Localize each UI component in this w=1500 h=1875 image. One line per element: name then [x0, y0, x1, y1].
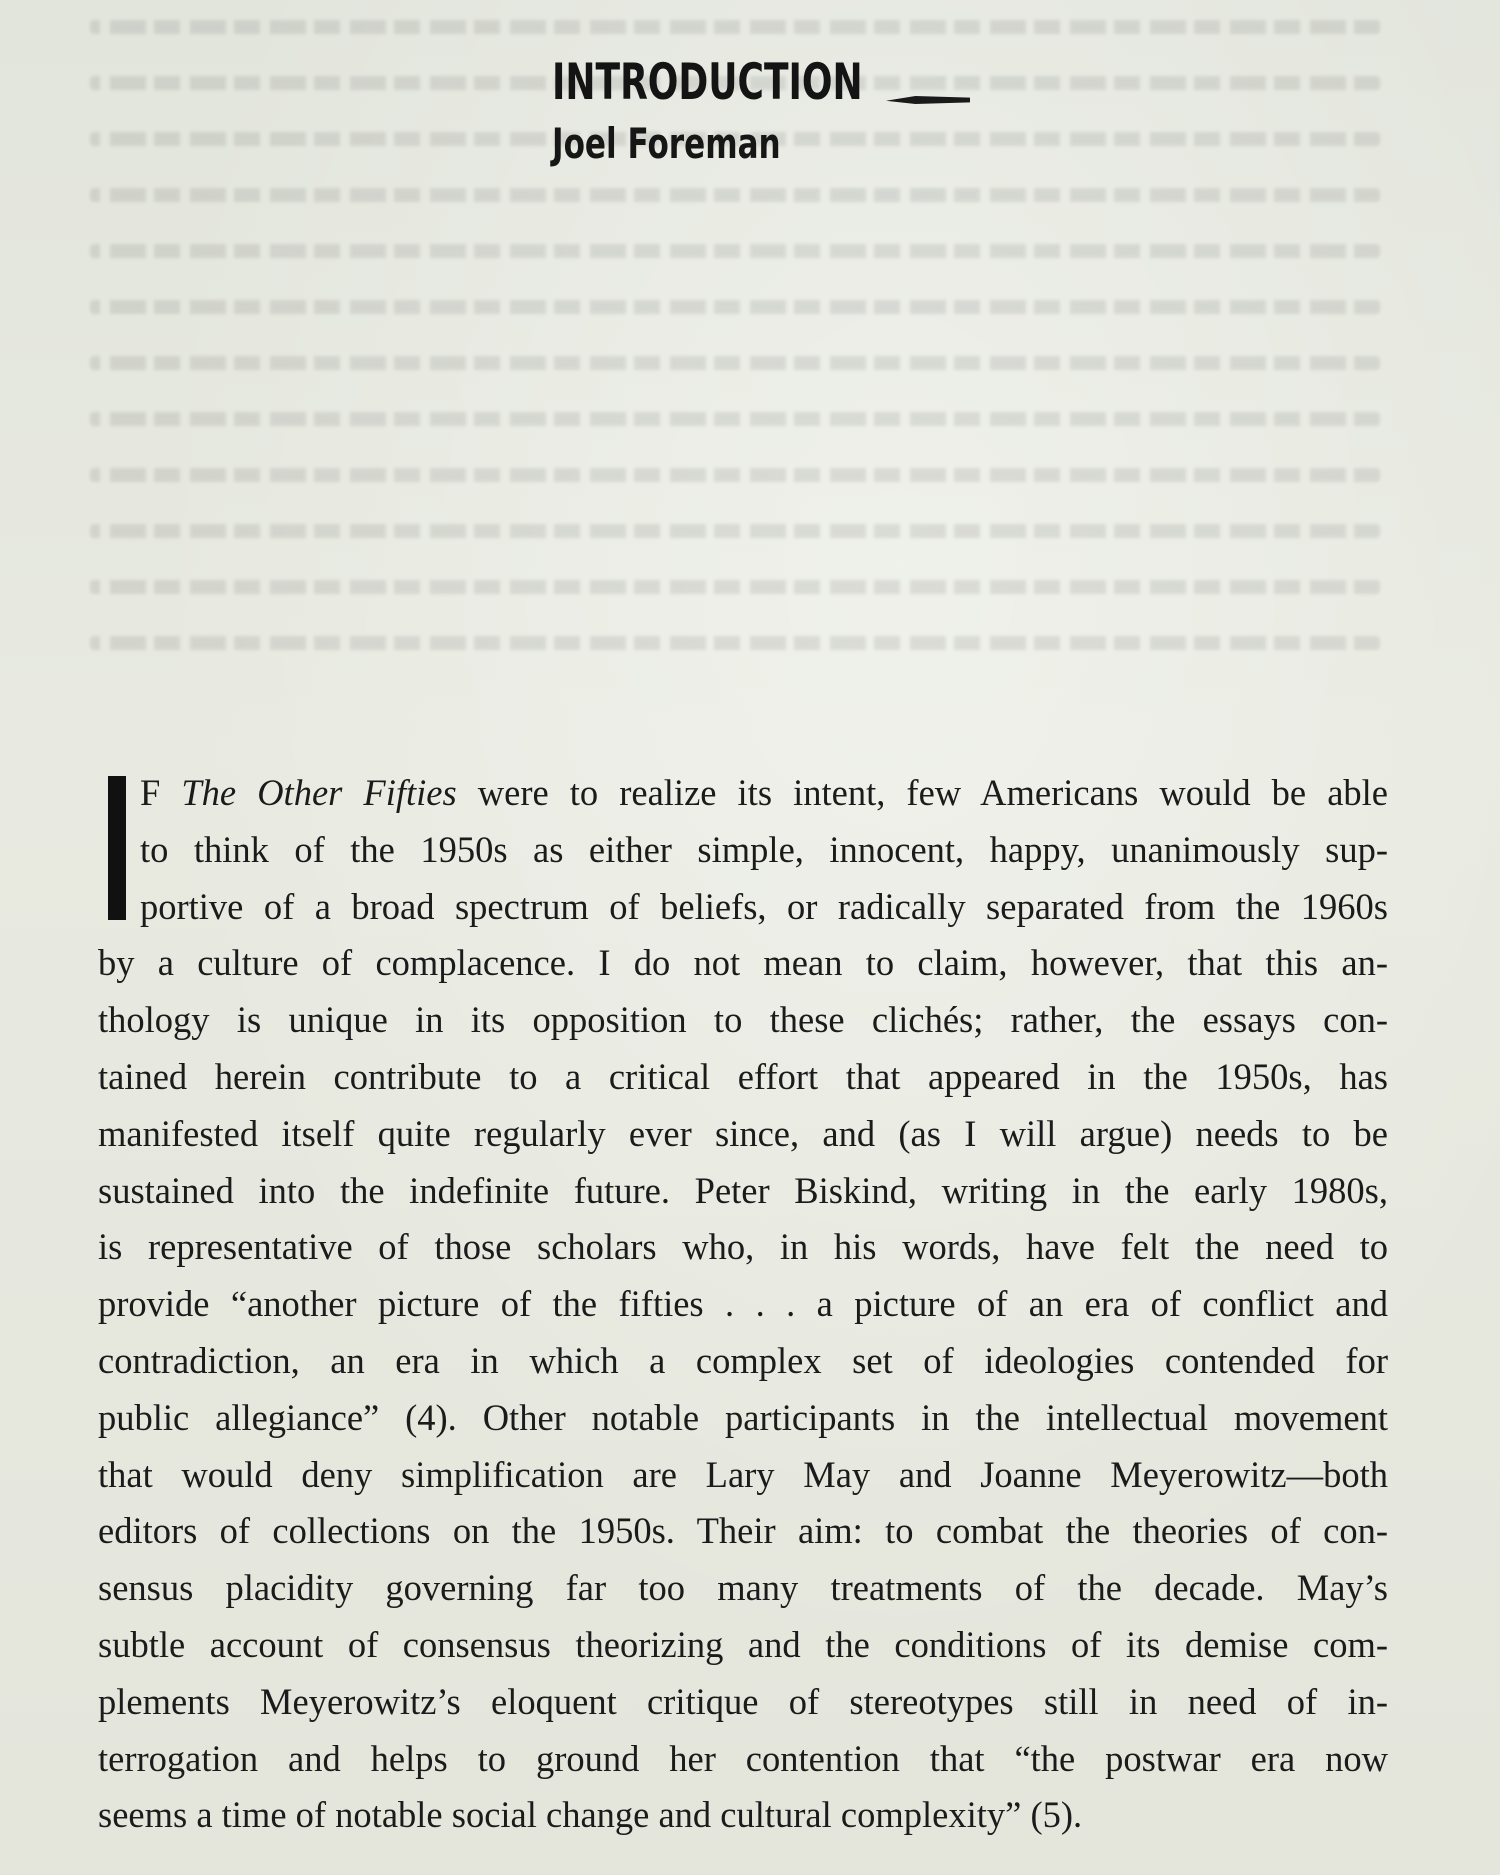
text-line: plements Meyerowitz’s eloquent critique of stereotypes still in need of in-: [98, 1680, 1388, 1722]
text-line: that would deny simplification are Lary May and Joanne Meyerowitz—both: [98, 1453, 1388, 1495]
text-line: portive of a broad spectrum of beliefs, or radically separated from the 1960s: [140, 885, 1388, 927]
text-line: public allegiance” (4). Other notable participants in the intellectual movement: [98, 1396, 1388, 1438]
body-paragraph: [98, 765, 1388, 1844]
text-line: manifested itself quite regularly ever since, and (as I will argue) needs to be: [98, 1112, 1388, 1154]
text-line: subtle account of consensus theorizing and the conditions of its demise com-: [98, 1623, 1388, 1665]
text-line: editors of collections on the 1950s. Their aim: to combat the theories of con-: [98, 1510, 1388, 1552]
text-line: contradiction, an era in which a complex set of ideologies contended for: [98, 1339, 1388, 1381]
text-line: provide “another picture of the fifties . . . a picture of an era of conflict and: [98, 1283, 1388, 1325]
chapter-title: INTRODUCTION: [552, 53, 863, 111]
text-line: seems a time of notable social change and cultural complexity” (5).: [98, 1794, 1083, 1836]
text-line: is representative of those scholars who, in his words, have felt the need to: [98, 1226, 1388, 1268]
text-line: thology is unique in its opposition to these clichés; rather, the essays con-: [98, 999, 1388, 1041]
text-line: tained herein contribute to a critical effort that appeared in the 1950s, has: [98, 1055, 1388, 1097]
text-line: terrogation and helps to ground her contention that “the postwar era now: [98, 1737, 1388, 1779]
author-name: Joel Foreman: [552, 119, 781, 168]
text-line: F The Other Fifties were to realize its intent, few Americans would be able: [140, 772, 1388, 813]
text-line: sustained into the indefinite future. Peter Biskind, writing in the early 1980s,: [98, 1169, 1388, 1211]
chapter-header: [552, 52, 983, 170]
book-title-italic: The Other Fifties: [181, 772, 457, 813]
text-line: sensus placidity governing far too many treatments of the decade. May’s: [98, 1567, 1388, 1609]
text-line: by a culture of complacence. I do not mean to claim, however, that this an-: [98, 942, 1388, 984]
text-line: to think of the 1950s as either simple, innocent, happy, unanimously sup-: [140, 828, 1388, 870]
